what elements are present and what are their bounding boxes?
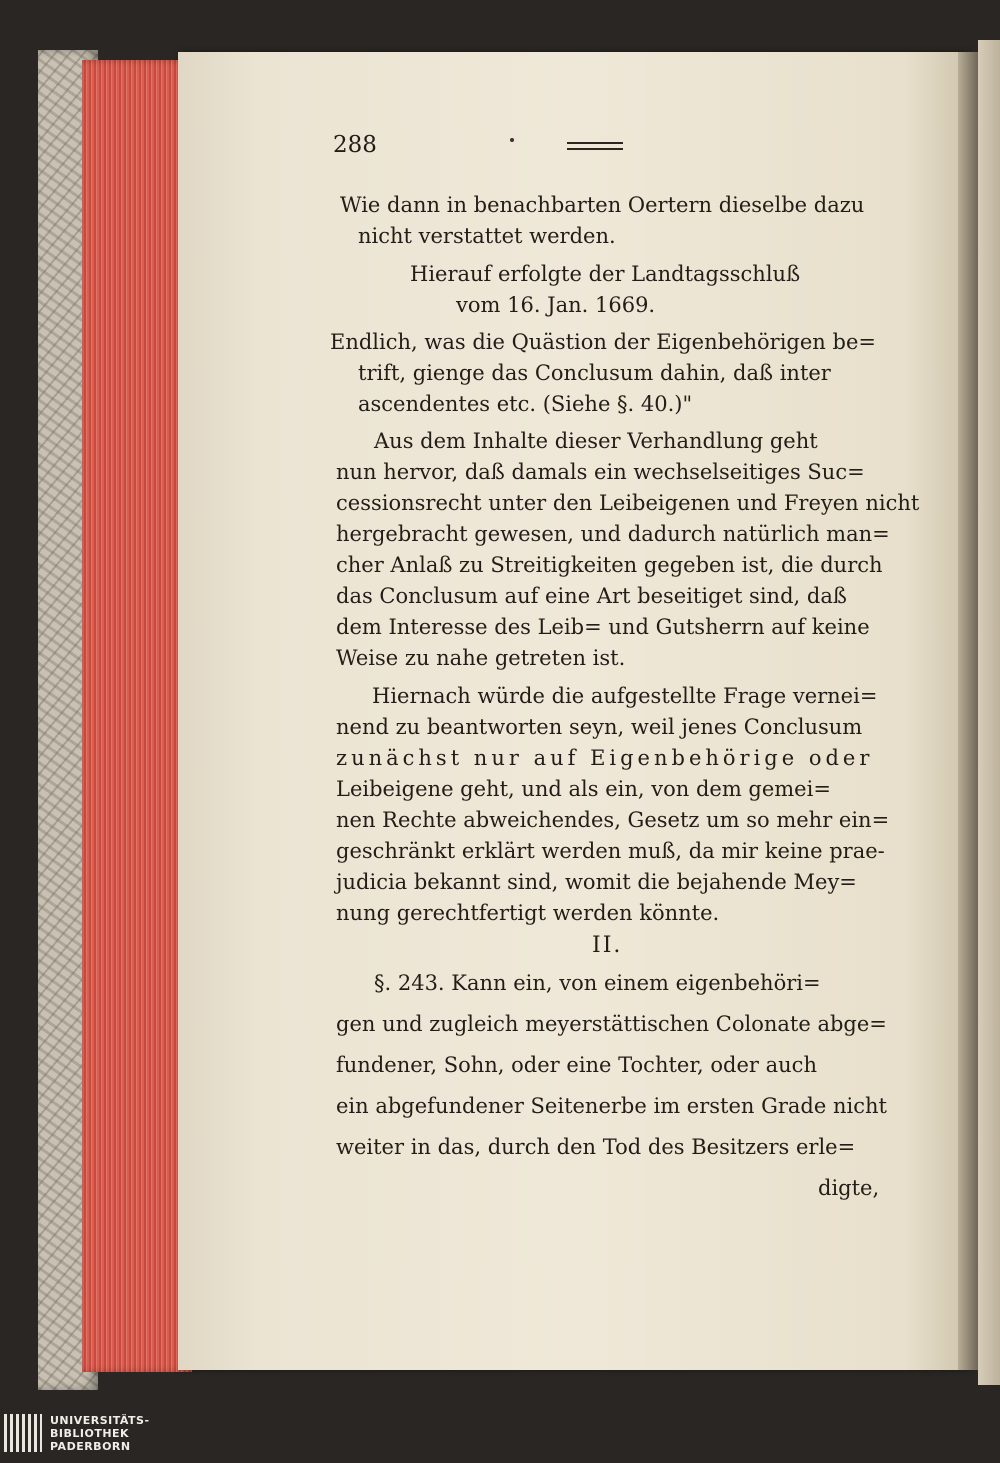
page-number: 288 <box>333 132 377 158</box>
text-line: trift, gienge das Conclusum dahin, daß inter <box>358 361 831 385</box>
library-logo-icon <box>4 1414 42 1452</box>
ink-dot <box>510 138 514 142</box>
text-line: zunächst nur auf Eigenbehörige oder <box>336 746 874 770</box>
text-line: nen Rechte abweichendes, Gesetz um so mehr ein= <box>336 808 890 832</box>
text-line: nend zu beantworten seyn, weil jenes Conclusum <box>336 715 863 739</box>
logo-line: UNIVERSITÄTS- <box>50 1414 150 1427</box>
text-line: geschränkt erklärt werden muß, da mir keine prae- <box>336 839 885 863</box>
text-line: hergebracht gewesen, und dadurch natürlich man= <box>336 522 890 546</box>
logo-line: BIBLIOTHEK <box>50 1427 130 1440</box>
text-line: judicia bekannt sind, womit die bejahende Mey= <box>336 870 857 894</box>
text-line: cessionsrecht unter den Leibeigenen und Freyen nicht <box>336 491 920 515</box>
text-line: vom 16. Jan. 1669. <box>456 293 656 317</box>
text-line: fundener, Sohn, oder eine Tochter, oder auch <box>336 1053 817 1077</box>
text-line: Leibeigene geht, und als ein, von dem gemei= <box>336 777 831 801</box>
text-line: Endlich, was die Quästion der Eigenbehörigen be= <box>330 330 876 354</box>
text-line: weiter in das, durch den Tod des Besitzers erle= <box>336 1135 856 1159</box>
text-line: Aus dem Inhalte dieser Verhandlung geht <box>374 429 818 453</box>
header-rule <box>567 142 623 150</box>
text-line: Hiernach würde die aufgestellte Frage vernei= <box>372 684 878 708</box>
text-line: ein abgefundener Seitenerbe im ersten Grade nicht <box>336 1094 887 1118</box>
text-line: cher Anlaß zu Streitigkeiten gegeben ist, die durch <box>336 553 883 577</box>
catchword: digte, <box>818 1176 880 1200</box>
text-line: gen und zugleich meyerstättischen Colonate abge= <box>336 1012 887 1036</box>
text-line: Wie dann in benachbarten Oertern dieselbe dazu <box>340 193 865 217</box>
text-line: nicht verstattet werden. <box>358 224 616 248</box>
text-line: §. 243. Kann ein, von einem eigenbehöri= <box>374 971 821 995</box>
text-line: nun hervor, daß damals ein wechselseitiges Suc= <box>336 460 865 484</box>
library-footer <box>0 1400 1000 1463</box>
red-page-edges <box>82 60 192 1372</box>
text-line: ascendentes etc. (Siehe §. 40.)" <box>358 392 693 416</box>
facing-page-edge <box>978 40 1000 1385</box>
text-line: das Conclusum auf eine Art beseitiget sind, daß <box>336 584 847 608</box>
text-line: Weise zu nahe getreten ist. <box>336 646 626 670</box>
section-heading: II. <box>592 933 623 958</box>
text-line: nung gerechtfertigt werden könnte. <box>336 901 720 925</box>
page-gutter <box>958 52 978 1370</box>
logo-line: PADERBORN <box>50 1440 131 1453</box>
text-line: Hierauf erfolgte der Landtagsschluß <box>410 262 801 286</box>
text-line: dem Interesse des Leib= und Gutsherrn auf keine <box>336 615 870 639</box>
